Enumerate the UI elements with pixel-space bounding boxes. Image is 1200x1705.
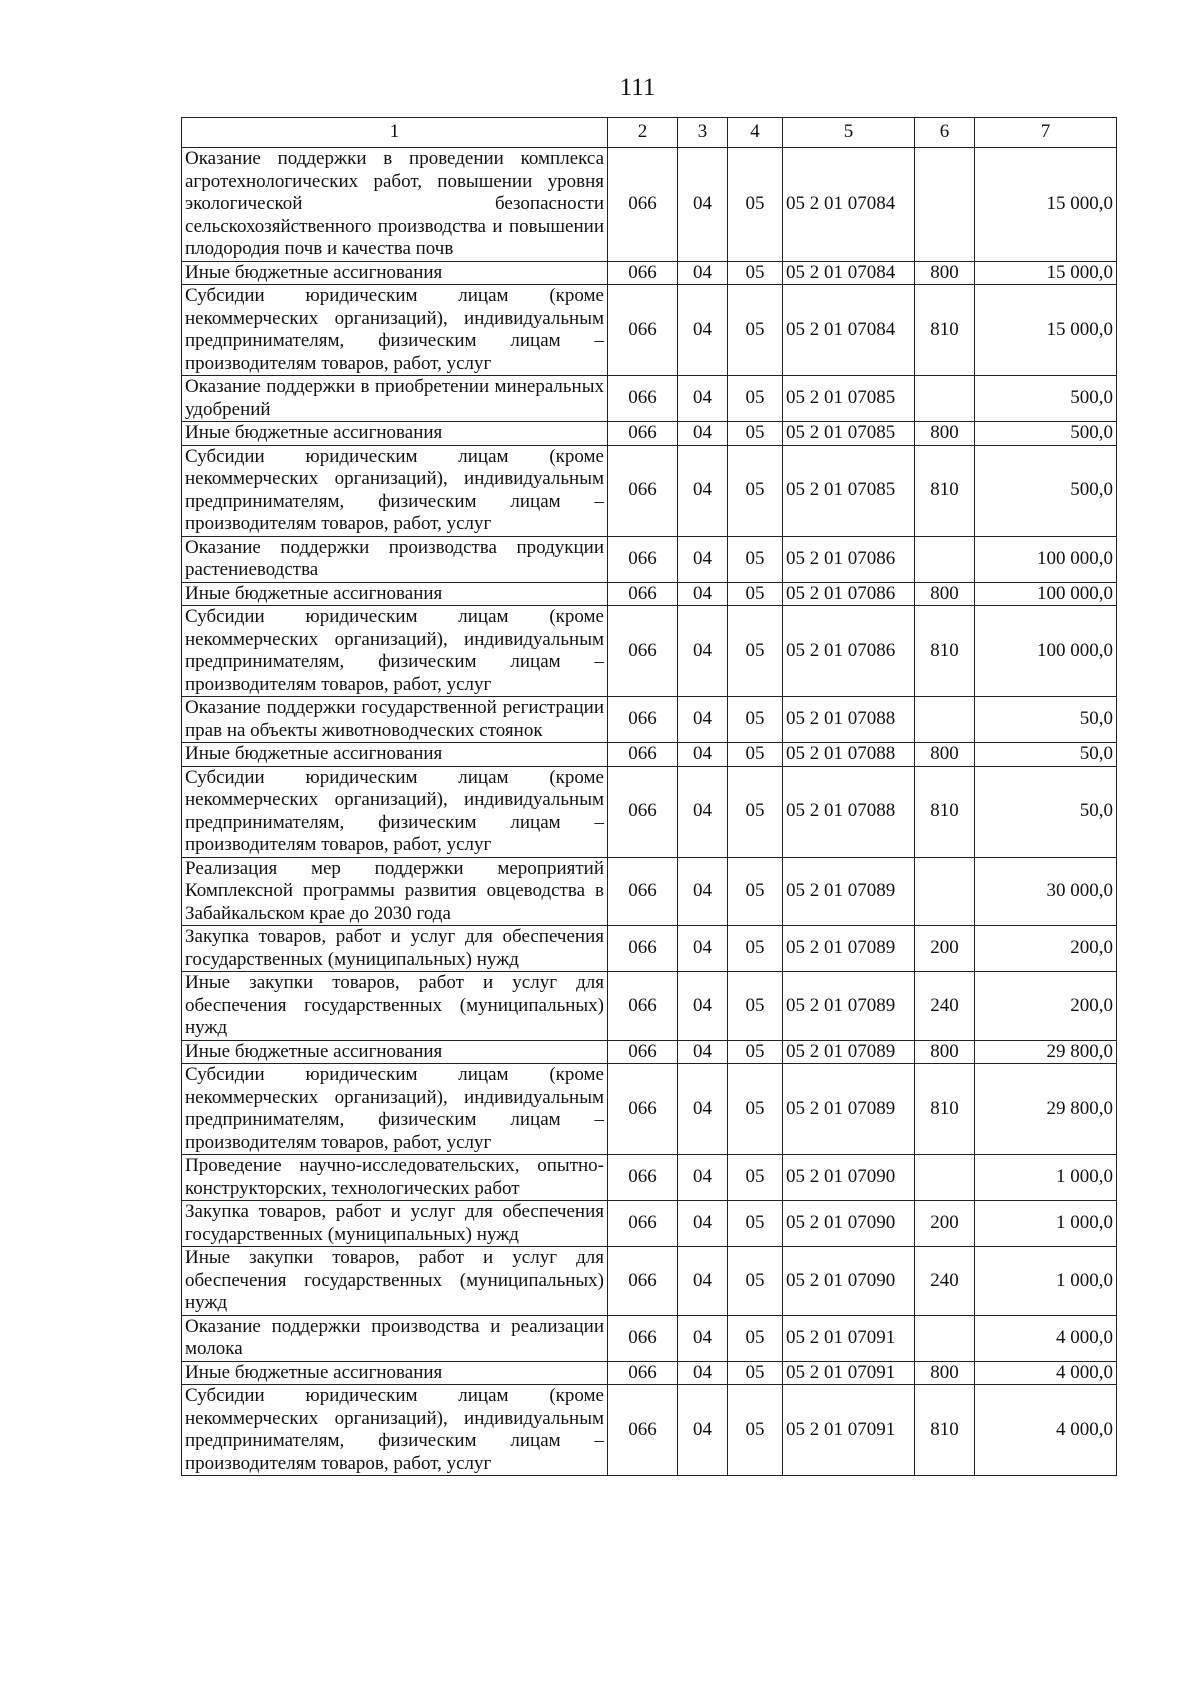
target-article: 05 2 01 07084 <box>783 285 915 376</box>
target-article: 05 2 01 07088 <box>783 743 915 767</box>
target-article: 05 2 01 07088 <box>783 697 915 743</box>
amount: 4 000,0 <box>975 1361 1117 1385</box>
ministry-code: 066 <box>608 1315 678 1361</box>
ministry-code: 066 <box>608 582 678 606</box>
ministry-code: 066 <box>608 1064 678 1155</box>
section-code: 04 <box>678 285 728 376</box>
subsection-code: 05 <box>728 766 783 857</box>
subsection-code: 05 <box>728 1247 783 1316</box>
target-article: 05 2 01 07086 <box>783 536 915 582</box>
row-name: Субсидии юридическим лицам (кроме некоммерческих организаций), индивидуальным предпринимателям, физическим лицам – производителям товаров, работ, услуг <box>182 1385 608 1476</box>
target-article: 05 2 01 07091 <box>783 1385 915 1476</box>
section-code: 04 <box>678 1385 728 1476</box>
expense-type <box>915 697 975 743</box>
subsection-code: 05 <box>728 1155 783 1201</box>
target-article: 05 2 01 07091 <box>783 1361 915 1385</box>
row-name: Закупка товаров, работ и услуг для обеспечения государственных (муниципальных) нужд <box>182 1201 608 1247</box>
table-row <box>182 1247 1117 1316</box>
subsection-code: 05 <box>728 972 783 1041</box>
target-article: 05 2 01 07084 <box>783 261 915 285</box>
subsection-code: 05 <box>728 1385 783 1476</box>
table-body <box>182 148 1117 1476</box>
target-article: 05 2 01 07085 <box>783 445 915 536</box>
section-code: 04 <box>678 766 728 857</box>
ministry-code: 066 <box>608 376 678 422</box>
column-header: 6 <box>915 118 975 148</box>
amount: 50,0 <box>975 766 1117 857</box>
table-row <box>182 582 1117 606</box>
row-name: Субсидии юридическим лицам (кроме некоммерческих организаций), индивидуальным предпринимателям, физическим лицам – производителям товаров, работ, услуг <box>182 766 608 857</box>
table-row <box>182 1040 1117 1064</box>
target-article: 05 2 01 07090 <box>783 1155 915 1201</box>
table-row <box>182 743 1117 767</box>
section-code: 04 <box>678 743 728 767</box>
target-article: 05 2 01 07090 <box>783 1247 915 1316</box>
section-code: 04 <box>678 261 728 285</box>
subsection-code: 05 <box>728 857 783 926</box>
expense-type <box>915 536 975 582</box>
expense-type: 200 <box>915 926 975 972</box>
section-code: 04 <box>678 422 728 446</box>
ministry-code: 066 <box>608 148 678 262</box>
row-name: Иные бюджетные ассигнования <box>182 582 608 606</box>
expense-type <box>915 1155 975 1201</box>
table-row <box>182 857 1117 926</box>
amount: 30 000,0 <box>975 857 1117 926</box>
section-code: 04 <box>678 697 728 743</box>
table-row <box>182 606 1117 697</box>
table-row <box>182 1064 1117 1155</box>
section-code: 04 <box>678 606 728 697</box>
row-name: Иные бюджетные ассигнования <box>182 743 608 767</box>
amount: 200,0 <box>975 926 1117 972</box>
expense-type: 810 <box>915 1385 975 1476</box>
table-row <box>182 261 1117 285</box>
table-row <box>182 766 1117 857</box>
subsection-code: 05 <box>728 1064 783 1155</box>
ministry-code: 066 <box>608 1247 678 1316</box>
table-row <box>182 285 1117 376</box>
row-name: Субсидии юридическим лицам (кроме некоммерческих организаций), индивидуальным предпринимателям, физическим лицам – производителям товаров, работ, услуг <box>182 606 608 697</box>
expense-type: 810 <box>915 766 975 857</box>
expense-type <box>915 857 975 926</box>
section-code: 04 <box>678 1201 728 1247</box>
ministry-code: 066 <box>608 926 678 972</box>
column-header: 7 <box>975 118 1117 148</box>
row-name: Иные бюджетные ассигнования <box>182 1361 608 1385</box>
target-article: 05 2 01 07084 <box>783 148 915 262</box>
table-row <box>182 697 1117 743</box>
amount: 100 000,0 <box>975 536 1117 582</box>
expense-type: 800 <box>915 261 975 285</box>
budget-table <box>181 117 1117 1476</box>
section-code: 04 <box>678 1155 728 1201</box>
table-row <box>182 445 1117 536</box>
subsection-code: 05 <box>728 606 783 697</box>
ministry-code: 066 <box>608 1040 678 1064</box>
section-code: 04 <box>678 972 728 1041</box>
expense-type <box>915 148 975 262</box>
ministry-code: 066 <box>608 1361 678 1385</box>
column-header: 3 <box>678 118 728 148</box>
section-code: 04 <box>678 1247 728 1316</box>
amount: 15 000,0 <box>975 148 1117 262</box>
subsection-code: 05 <box>728 422 783 446</box>
section-code: 04 <box>678 1064 728 1155</box>
subsection-code: 05 <box>728 582 783 606</box>
row-name: Субсидии юридическим лицам (кроме некоммерческих организаций), индивидуальным предпринимателям, физическим лицам – производителям товаров, работ, услуг <box>182 285 608 376</box>
row-name: Оказание поддержки государственной регистрации прав на объекты животноводческих стоянок <box>182 697 608 743</box>
expense-type: 200 <box>915 1201 975 1247</box>
target-article: 05 2 01 07086 <box>783 582 915 606</box>
page-number: 111 <box>619 74 656 101</box>
target-article: 05 2 01 07091 <box>783 1315 915 1361</box>
target-article: 05 2 01 07088 <box>783 766 915 857</box>
target-article: 05 2 01 07085 <box>783 422 915 446</box>
target-article: 05 2 01 07089 <box>783 972 915 1041</box>
ministry-code: 066 <box>608 606 678 697</box>
expense-type: 810 <box>915 285 975 376</box>
amount: 15 000,0 <box>975 261 1117 285</box>
section-code: 04 <box>678 857 728 926</box>
row-name: Иные бюджетные ассигнования <box>182 422 608 446</box>
expense-type <box>915 376 975 422</box>
table-row <box>182 422 1117 446</box>
row-name: Реализация мер поддержки мероприятий Комплексной программы развития овцеводства в Забайкальском крае до 2030 года <box>182 857 608 926</box>
section-code: 04 <box>678 582 728 606</box>
ministry-code: 066 <box>608 1385 678 1476</box>
subsection-code: 05 <box>728 1315 783 1361</box>
amount: 4 000,0 <box>975 1385 1117 1476</box>
target-article: 05 2 01 07089 <box>783 1064 915 1155</box>
amount: 100 000,0 <box>975 582 1117 606</box>
expense-type: 240 <box>915 1247 975 1316</box>
row-name: Иные бюджетные ассигнования <box>182 261 608 285</box>
amount: 29 800,0 <box>975 1040 1117 1064</box>
amount: 29 800,0 <box>975 1064 1117 1155</box>
expense-type: 810 <box>915 1064 975 1155</box>
row-name: Иные закупки товаров, работ и услуг для обеспечения государственных (муниципальных) нужд <box>182 1247 608 1316</box>
column-header: 5 <box>783 118 915 148</box>
table-row <box>182 1315 1117 1361</box>
row-name: Иные закупки товаров, работ и услуг для обеспечения государственных (муниципальных) нужд <box>182 972 608 1041</box>
table-row <box>182 1361 1117 1385</box>
column-header: 4 <box>728 118 783 148</box>
expense-type: 800 <box>915 743 975 767</box>
ministry-code: 066 <box>608 857 678 926</box>
ministry-code: 066 <box>608 261 678 285</box>
amount: 1 000,0 <box>975 1247 1117 1316</box>
ministry-code: 066 <box>608 1155 678 1201</box>
subsection-code: 05 <box>728 1201 783 1247</box>
table-row <box>182 1385 1117 1476</box>
subsection-code: 05 <box>728 1040 783 1064</box>
ministry-code: 066 <box>608 697 678 743</box>
ministry-code: 066 <box>608 743 678 767</box>
expense-type: 810 <box>915 606 975 697</box>
table-row <box>182 926 1117 972</box>
target-article: 05 2 01 07089 <box>783 857 915 926</box>
ministry-code: 066 <box>608 285 678 376</box>
target-article: 05 2 01 07089 <box>783 926 915 972</box>
subsection-code: 05 <box>728 926 783 972</box>
amount: 100 000,0 <box>975 606 1117 697</box>
expense-type: 800 <box>915 422 975 446</box>
table-row <box>182 536 1117 582</box>
column-header: 2 <box>608 118 678 148</box>
expense-type <box>915 1315 975 1361</box>
row-name: Субсидии юридическим лицам (кроме некоммерческих организаций), индивидуальным предпринимателям, физическим лицам – производителям товаров, работ, услуг <box>182 445 608 536</box>
ministry-code: 066 <box>608 1201 678 1247</box>
target-article: 05 2 01 07089 <box>783 1040 915 1064</box>
section-code: 04 <box>678 445 728 536</box>
row-name: Субсидии юридическим лицам (кроме некоммерческих организаций), индивидуальным предпринимателям, физическим лицам – производителям товаров, работ, услуг <box>182 1064 608 1155</box>
section-code: 04 <box>678 1315 728 1361</box>
subsection-code: 05 <box>728 285 783 376</box>
header-row <box>182 118 1117 148</box>
ministry-code: 066 <box>608 766 678 857</box>
section-code: 04 <box>678 926 728 972</box>
expense-type: 800 <box>915 1040 975 1064</box>
row-name: Закупка товаров, работ и услуг для обеспечения государственных (муниципальных) нужд <box>182 926 608 972</box>
subsection-code: 05 <box>728 261 783 285</box>
row-name: Оказание поддержки в приобретении минеральных удобрений <box>182 376 608 422</box>
expense-type: 810 <box>915 445 975 536</box>
section-code: 04 <box>678 148 728 262</box>
section-code: 04 <box>678 1361 728 1385</box>
table-row <box>182 972 1117 1041</box>
subsection-code: 05 <box>728 445 783 536</box>
subsection-code: 05 <box>728 536 783 582</box>
amount: 1 000,0 <box>975 1201 1117 1247</box>
ministry-code: 066 <box>608 972 678 1041</box>
table-row <box>182 1155 1117 1201</box>
amount: 500,0 <box>975 445 1117 536</box>
subsection-code: 05 <box>728 743 783 767</box>
table-row <box>182 148 1117 262</box>
row-name: Иные бюджетные ассигнования <box>182 1040 608 1064</box>
amount: 4 000,0 <box>975 1315 1117 1361</box>
amount: 500,0 <box>975 422 1117 446</box>
table-row <box>182 376 1117 422</box>
subsection-code: 05 <box>728 148 783 262</box>
target-article: 05 2 01 07086 <box>783 606 915 697</box>
ministry-code: 066 <box>608 536 678 582</box>
section-code: 04 <box>678 1040 728 1064</box>
subsection-code: 05 <box>728 376 783 422</box>
row-name: Оказание поддержки производства и реализации молока <box>182 1315 608 1361</box>
target-article: 05 2 01 07090 <box>783 1201 915 1247</box>
ministry-code: 066 <box>608 445 678 536</box>
column-header: 1 <box>182 118 608 148</box>
row-name: Оказание поддержки производства продукции растениеводства <box>182 536 608 582</box>
table-row <box>182 1201 1117 1247</box>
amount: 200,0 <box>975 972 1117 1041</box>
subsection-code: 05 <box>728 1361 783 1385</box>
subsection-code: 05 <box>728 697 783 743</box>
expense-type: 240 <box>915 972 975 1041</box>
section-code: 04 <box>678 376 728 422</box>
amount: 50,0 <box>975 743 1117 767</box>
ministry-code: 066 <box>608 422 678 446</box>
amount: 500,0 <box>975 376 1117 422</box>
target-article: 05 2 01 07085 <box>783 376 915 422</box>
amount: 1 000,0 <box>975 1155 1117 1201</box>
amount: 15 000,0 <box>975 285 1117 376</box>
row-name: Оказание поддержки в проведении комплекса агротехнологических работ, повышении уровня экологической безопасности сельскохозяйственного производства и повышении плодородия почв и качества почв <box>182 148 608 262</box>
section-code: 04 <box>678 536 728 582</box>
expense-type: 800 <box>915 582 975 606</box>
row-name: Проведение научно-исследовательских, опытно-конструкторских, технологических работ <box>182 1155 608 1201</box>
expense-type: 800 <box>915 1361 975 1385</box>
amount: 50,0 <box>975 697 1117 743</box>
